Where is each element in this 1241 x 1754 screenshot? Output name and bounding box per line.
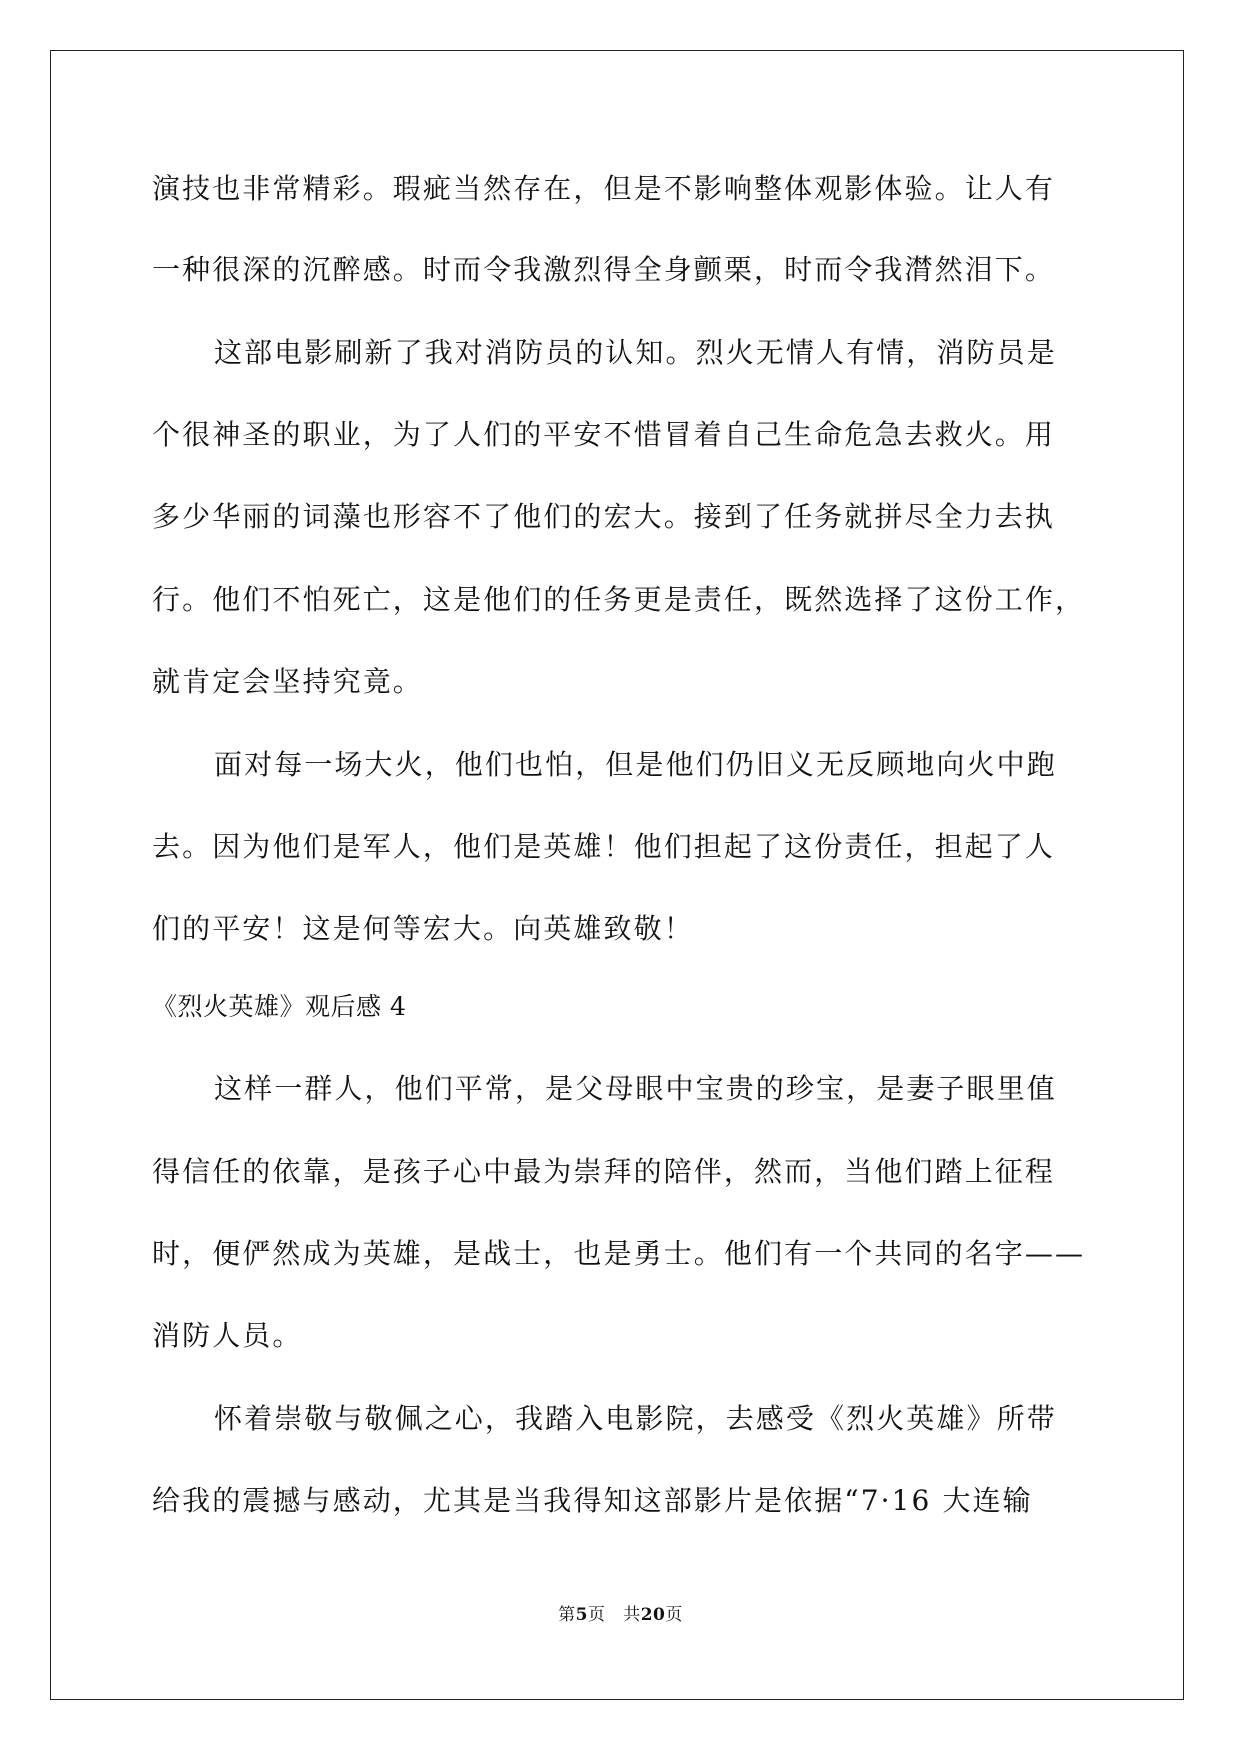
paragraph-line: 一种很深的沉醉感。时而令我激烈得全身颤栗，时而令我潸然泪下。 (152, 253, 1056, 286)
paragraph-line: 怀着崇敬与敬佩之心，我踏入电影院，去感受《烈火英雄》所带 (214, 1402, 1057, 1435)
page-border (50, 50, 1184, 1700)
paragraph-line: 这部电影刷新了我对消防员的认知。烈火无情人有情，消防员是 (214, 336, 1057, 369)
paragraph-line: 行。他们不怕死亡，这是他们的任务更是责任，既然选择了这份工作， (152, 583, 1086, 616)
paragraph-line: 就肯定会坚持究竟。 (152, 665, 423, 698)
footer-prefix: 第 (558, 1605, 576, 1625)
current-page-number: 5 (575, 1605, 588, 1625)
paragraph-line: 给我的震撼与感动，尤其是当我得知这部影片是依据“7·16 大连输 (152, 1484, 1033, 1517)
paragraph-line: 消防人员。 (152, 1319, 303, 1352)
paragraph-line: 这样一群人，他们平常，是父母眼中宝贵的珍宝，是妻子眼里值 (214, 1072, 1057, 1105)
section-heading: 《烈火英雄》观后感 4 (152, 992, 407, 1021)
paragraph-line: 们的平安！这是何等宏大。向英雄致敬！ (152, 912, 694, 945)
paragraph-line: 面对每一场大火，他们也怕，但是他们仍旧义无反顾地向火中跑 (214, 748, 1057, 781)
page-footer (0, 1604, 1241, 1626)
paragraph-line: 演技也非常精彩。瑕疵当然存在，但是不影响整体观影体验。让人有 (152, 172, 1056, 205)
paragraph-line: 去。因为他们是军人，他们是英雄！他们担起了这份责任，担起了人 (152, 830, 1056, 863)
total-page-count: 20 (640, 1605, 666, 1625)
paragraph-line: 时，便俨然成为英雄，是战士，也是勇士。他们有一个共同的名字—— (152, 1237, 1086, 1270)
footer-page-suffix: 页 (587, 1605, 606, 1625)
paragraph-line: 多少华丽的词藻也形容不了他们的宏大。接到了任务就拼尽全力去执 (152, 500, 1056, 533)
paragraph-line: 个很神圣的职业，为了人们的平安不惜冒着自己生命危急去救火。用 (152, 418, 1056, 451)
footer-total-prefix: 共 (623, 1605, 641, 1625)
paragraph-line: 得信任的依靠，是孩子心中最为崇拜的陪伴，然而，当他们踏上征程 (152, 1155, 1056, 1188)
footer-total-suffix: 页 (665, 1605, 683, 1625)
